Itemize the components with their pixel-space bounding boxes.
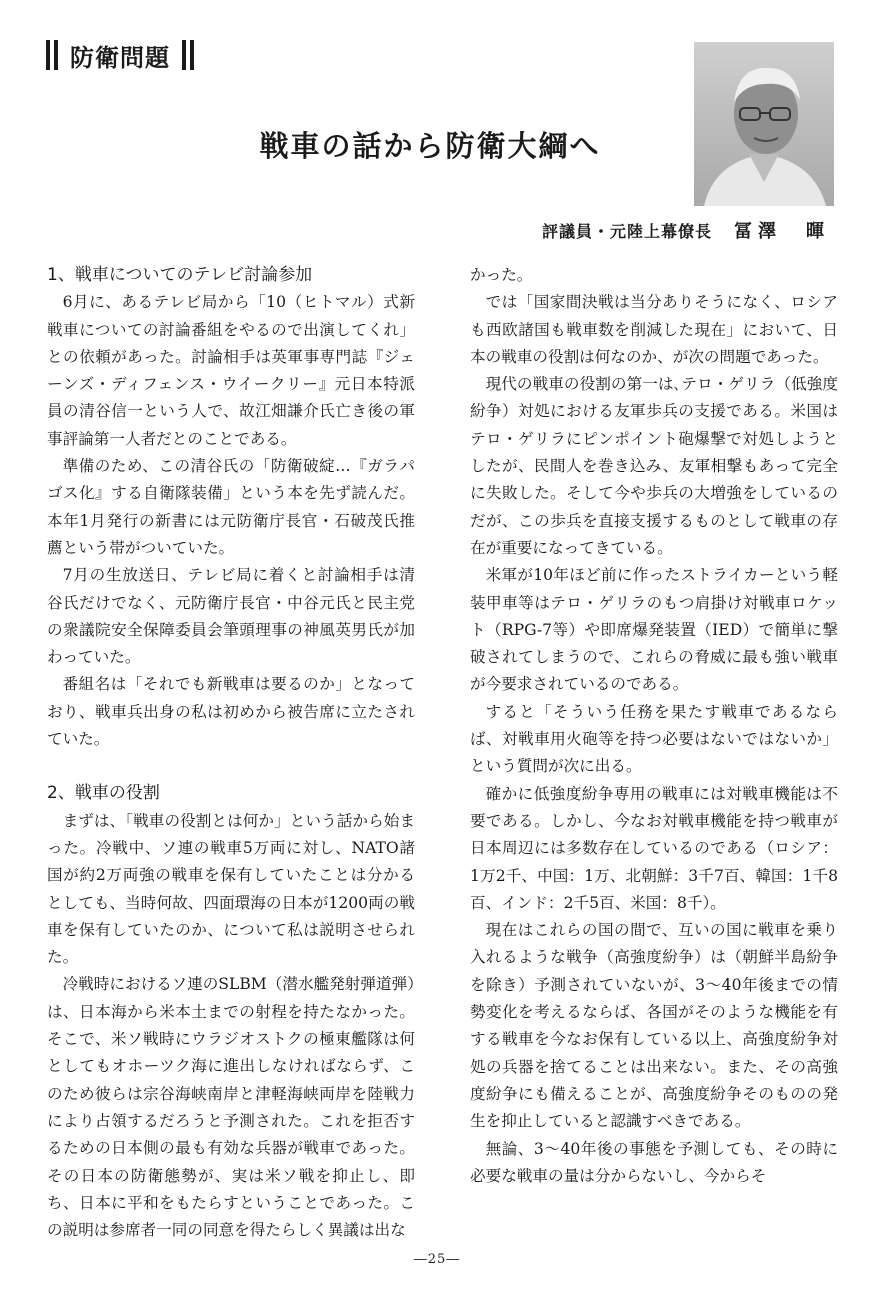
paragraph: 確かに低強度紛争専用の戦車には対戦車機能は不要である。しかし、今なお対戦車機能を持つ戦車が日本周辺には多数存在しているのである（ロシア：1万2千、中国：1万、北朝鮮：3千7百、韓国：1千8百、インド：2千5百、米国：8千）。 — [470, 784, 838, 912]
paragraph: 6月に、あるテレビ局から「10（ヒトマル）式新戦車についての討論番組をやるので出演してくれ」との依頼があった。討論相手は英軍事専門誌『ジェーンズ・ディフェンス・ウイークリー』元日本特派員の清谷信一という人で、故江畑謙介氏亡き後の軍事評論第一人者だとのことである。 — [47, 293, 415, 448]
paragraph: 冷戦時におけるソ連のSLBM（潜水艦発射弾道弾）は、日本海から米本土までの射程を持たなかった。そこで、米ソ戦時にウラジオストクの極東艦隊は何としてもオホーツク海に進出しなければならず、このため彼らは宗谷海峡南岸と津軽海峡両岸を陸戦力により占領するだろうと予測された。これを拒否するための日本側の最も有効な兵器が戦車であった。その日本の防衛態勢が、実は米ソ戦を抑止し、即ち、日本に平和をもたらすということであった。この説明は参席者一同の同意を得たらしく異議は出な — [47, 975, 415, 1240]
author-portrait-icon — [694, 42, 834, 206]
paragraph: すると「そういう任務を果たす戦車であるならば、対戦車用火砲等を持つ必要はないではないか」という質問が次に出る。 — [470, 702, 838, 776]
paragraph: 現代の戦車の役割の第一は､テロ・ゲリラ（低強度紛争）対処における友軍歩兵の支援である。米国はテロ・ゲリラにピンポイント砲爆撃で対処しようとしたが、民間人を巻き込み、友軍相撃もあって完全に失敗した。そして今や歩兵の大増強をしているのだが、この歩兵を直接支援するものとして戦車の存在が重要になってきている。 — [470, 375, 838, 557]
author-name: 冨澤 暉 — [734, 221, 830, 242]
paragraph: 米軍が10年ほど前に作ったストライカーという軽装甲車等はテロ・ゲリラのもつ肩掛け対戦車ロケット（RPG-7等）や即席爆発装置（IED）で簡単に撃破されてしまうので、これらの脅威に最も強い戦車が今要求されているのである。 — [470, 566, 838, 694]
paragraph: まずは、「戦車の役割とは何か」という話から始まった。冷戦中、ソ連の戦車5万両に対し、NATO諸国が約2万両強の戦車を保有していたことは分かるとしても、当時何故、四面環海の日本が1200両の戦車を保有していたのか、について私は説明させられた。 — [47, 811, 415, 967]
paragraph: 現在はこれらの国の間で、互いの国に戦車を乗り入れるような戦争（高強度紛争）は（朝鮮半島紛争を除き）予測されていないが、3～40年後までの情勢変化を考えるならば、各国がそのような機能を有する戦車を今なお保有している以上、高強度紛争対処の兵器を捨てることは出来ない。また、その高強度紛争にも備えることが、高強度紛争そのものの発生を抑止していると認識すべきである。 — [470, 921, 838, 1131]
right-column — [470, 262, 838, 1190]
author-line — [542, 217, 830, 243]
heading-1: 1、戦車についてのテレビ討論参加 — [47, 265, 313, 285]
section-label: 防衛問題 — [70, 43, 170, 72]
section-bar-right-2 — [190, 40, 194, 70]
heading-2: 2、戦車の役割 — [47, 783, 160, 804]
section-bar-right — [182, 40, 186, 70]
paragraph-continued: かった。 — [470, 266, 533, 284]
paragraph: 7月の生放送日、テレビ局に着くと討論相手は清谷氏だけでなく、元防衛庁長官・中谷元氏と民主党の衆議院安全保障委員会筆頭理事の神風英男氏が加わっていた。 — [47, 566, 415, 667]
page-number: ―25― — [413, 1252, 461, 1267]
left-column — [47, 262, 415, 1244]
paragraph: 番組名は「それでも新戦車は要るのか」となっており、戦車兵出身の私は初めから被告席に立たされていた。 — [47, 675, 415, 749]
section-bar-left-2 — [54, 40, 58, 70]
section-bar-left — [46, 40, 50, 70]
section-tag — [44, 38, 196, 72]
paragraph: 準備のため、この清谷氏の「防衛破綻…『ガラパゴス化』する自衛隊装備」という本を先ず読んだ。本年1月発行の新書には元防衛庁長官・石破茂氏推薦という帯がついていた。 — [47, 457, 415, 557]
article-title: 戦車の話から防衛大綱へ — [259, 129, 601, 163]
author-role: 評議員・元陸上幕僚長 — [541, 222, 712, 241]
author-photo — [694, 42, 834, 206]
paragraph: 無論、3～40年後の事態を予測しても、その時に必要な戦車の量は分からないし、今からそ — [470, 1139, 838, 1185]
paragraph: では「国家間決戦は当分ありそうになく、ロシアも西欧諸国も戦車数を削減した現在」において、日本の戦車の役割は何なのか、が次の問題であった。 — [470, 293, 838, 366]
